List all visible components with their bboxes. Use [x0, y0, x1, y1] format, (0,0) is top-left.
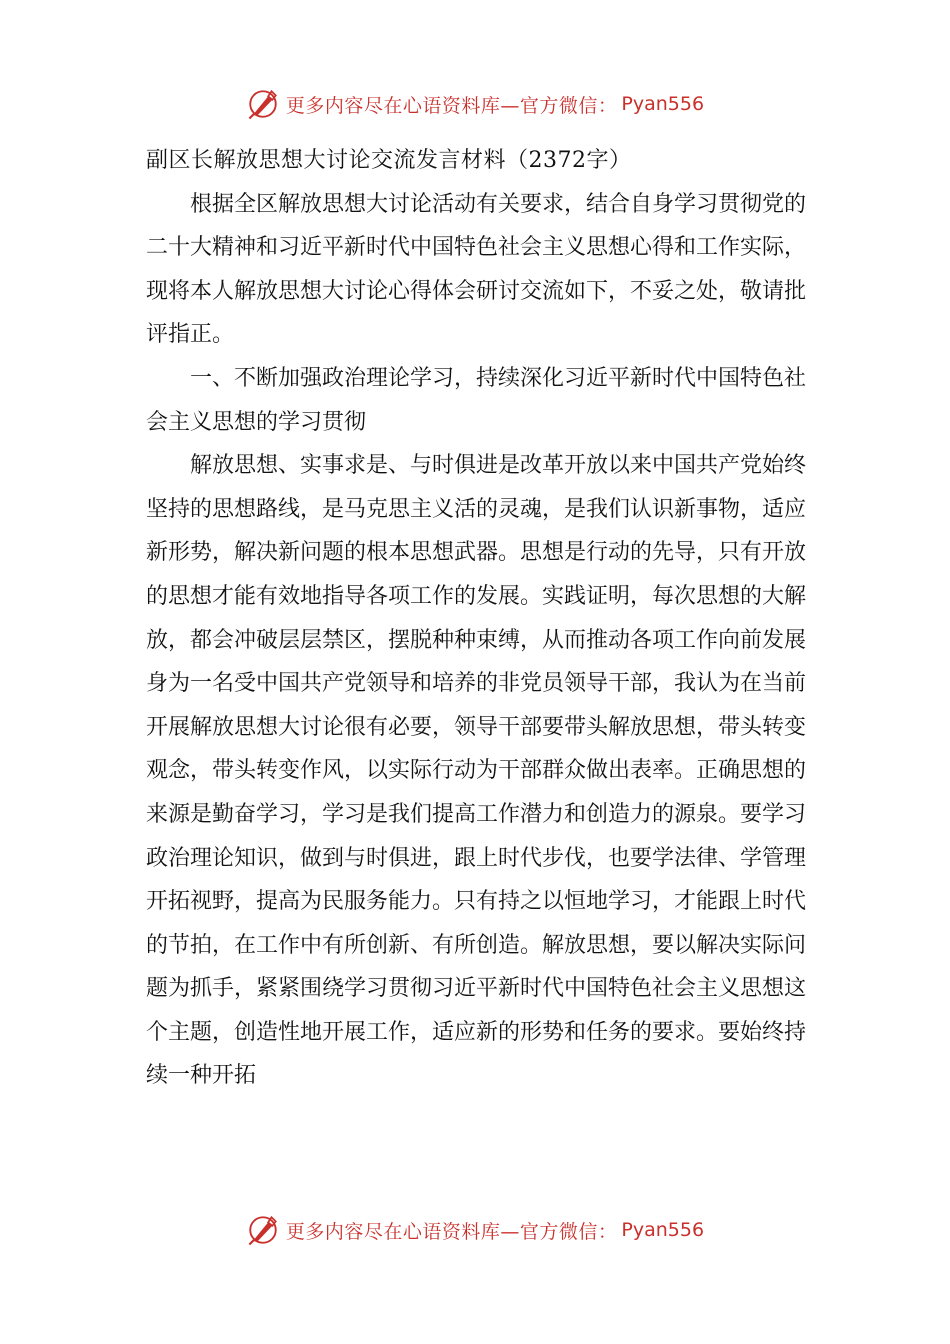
pen-nib-logo-icon: [246, 1213, 280, 1247]
banner-text: 更多内容尽在心语资料库—官方微信：: [285, 1220, 618, 1243]
document-body: [146, 139, 806, 1098]
header-watermark-banner: [0, 84, 950, 124]
section-heading-1: 一、不断加强政治理论学习，持续深化习近平新时代中国特色社会主义思想的学习贯彻: [146, 365, 807, 435]
document-title: 副区长解放思想大讨论交流发言材料（2372字）: [146, 148, 632, 173]
footer-watermark-banner: [0, 1210, 950, 1250]
banner-wechat-id: Pyan556: [621, 1219, 705, 1241]
pen-nib-logo-icon: [246, 87, 280, 121]
banner-wechat-id: Pyan556: [621, 93, 705, 115]
intro-paragraph: 根据全区解放思想大讨论活动有关要求，结合自身学习贯彻党的二十大精神和习近平新时代中国特色社会主义思想心得和工作实际，现将本人解放思想大讨论心得体会研讨交流如下，不妥之处，敬请批评指正。: [146, 191, 807, 348]
body-paragraph: 解放思想、实事求是、与时俱进是改革开放以来中国共产党始终坚持的思想路线，是马克思主义活的灵魂，是我们认识新事物，适应新形势，解决新问题的根本思想武器。思想是行动的先导，只有开放的思想才能有效地指导各项工作的发展。实践证明，每次思想的大解放，都会冲破层层禁区，摆脱种种束缚，从而推动各项工作向前发展身为一名受中国共产党领导和培养的非党员领导干部，我认为在当前开展解放思想大讨论很有必要，领导干部要带头解放思想，带头转变观念，带头转变作风，以实际行动为干部群众做出表率。正确思想的来源是勤奋学习，学习是我们提高工作潜力和创造力的源泉。要学习政治理论知识，做到与时俱进，跟上时代步伐，也要学法律、学管理开拓视野，提高为民服务能力。只有持之以恒地学习，才能跟上时代的节拍，在工作中有所创新、有所创造。解放思想，要以解决实际问题为抓手，紧紧围绕学习贯彻习近平新时代中国特色社会主义思想这个主题，创造性地开展工作，适应新的形势和任务的要求。要始终持续一种开拓: [146, 453, 807, 1089]
banner-text: 更多内容尽在心语资料库—官方微信：: [285, 94, 618, 117]
